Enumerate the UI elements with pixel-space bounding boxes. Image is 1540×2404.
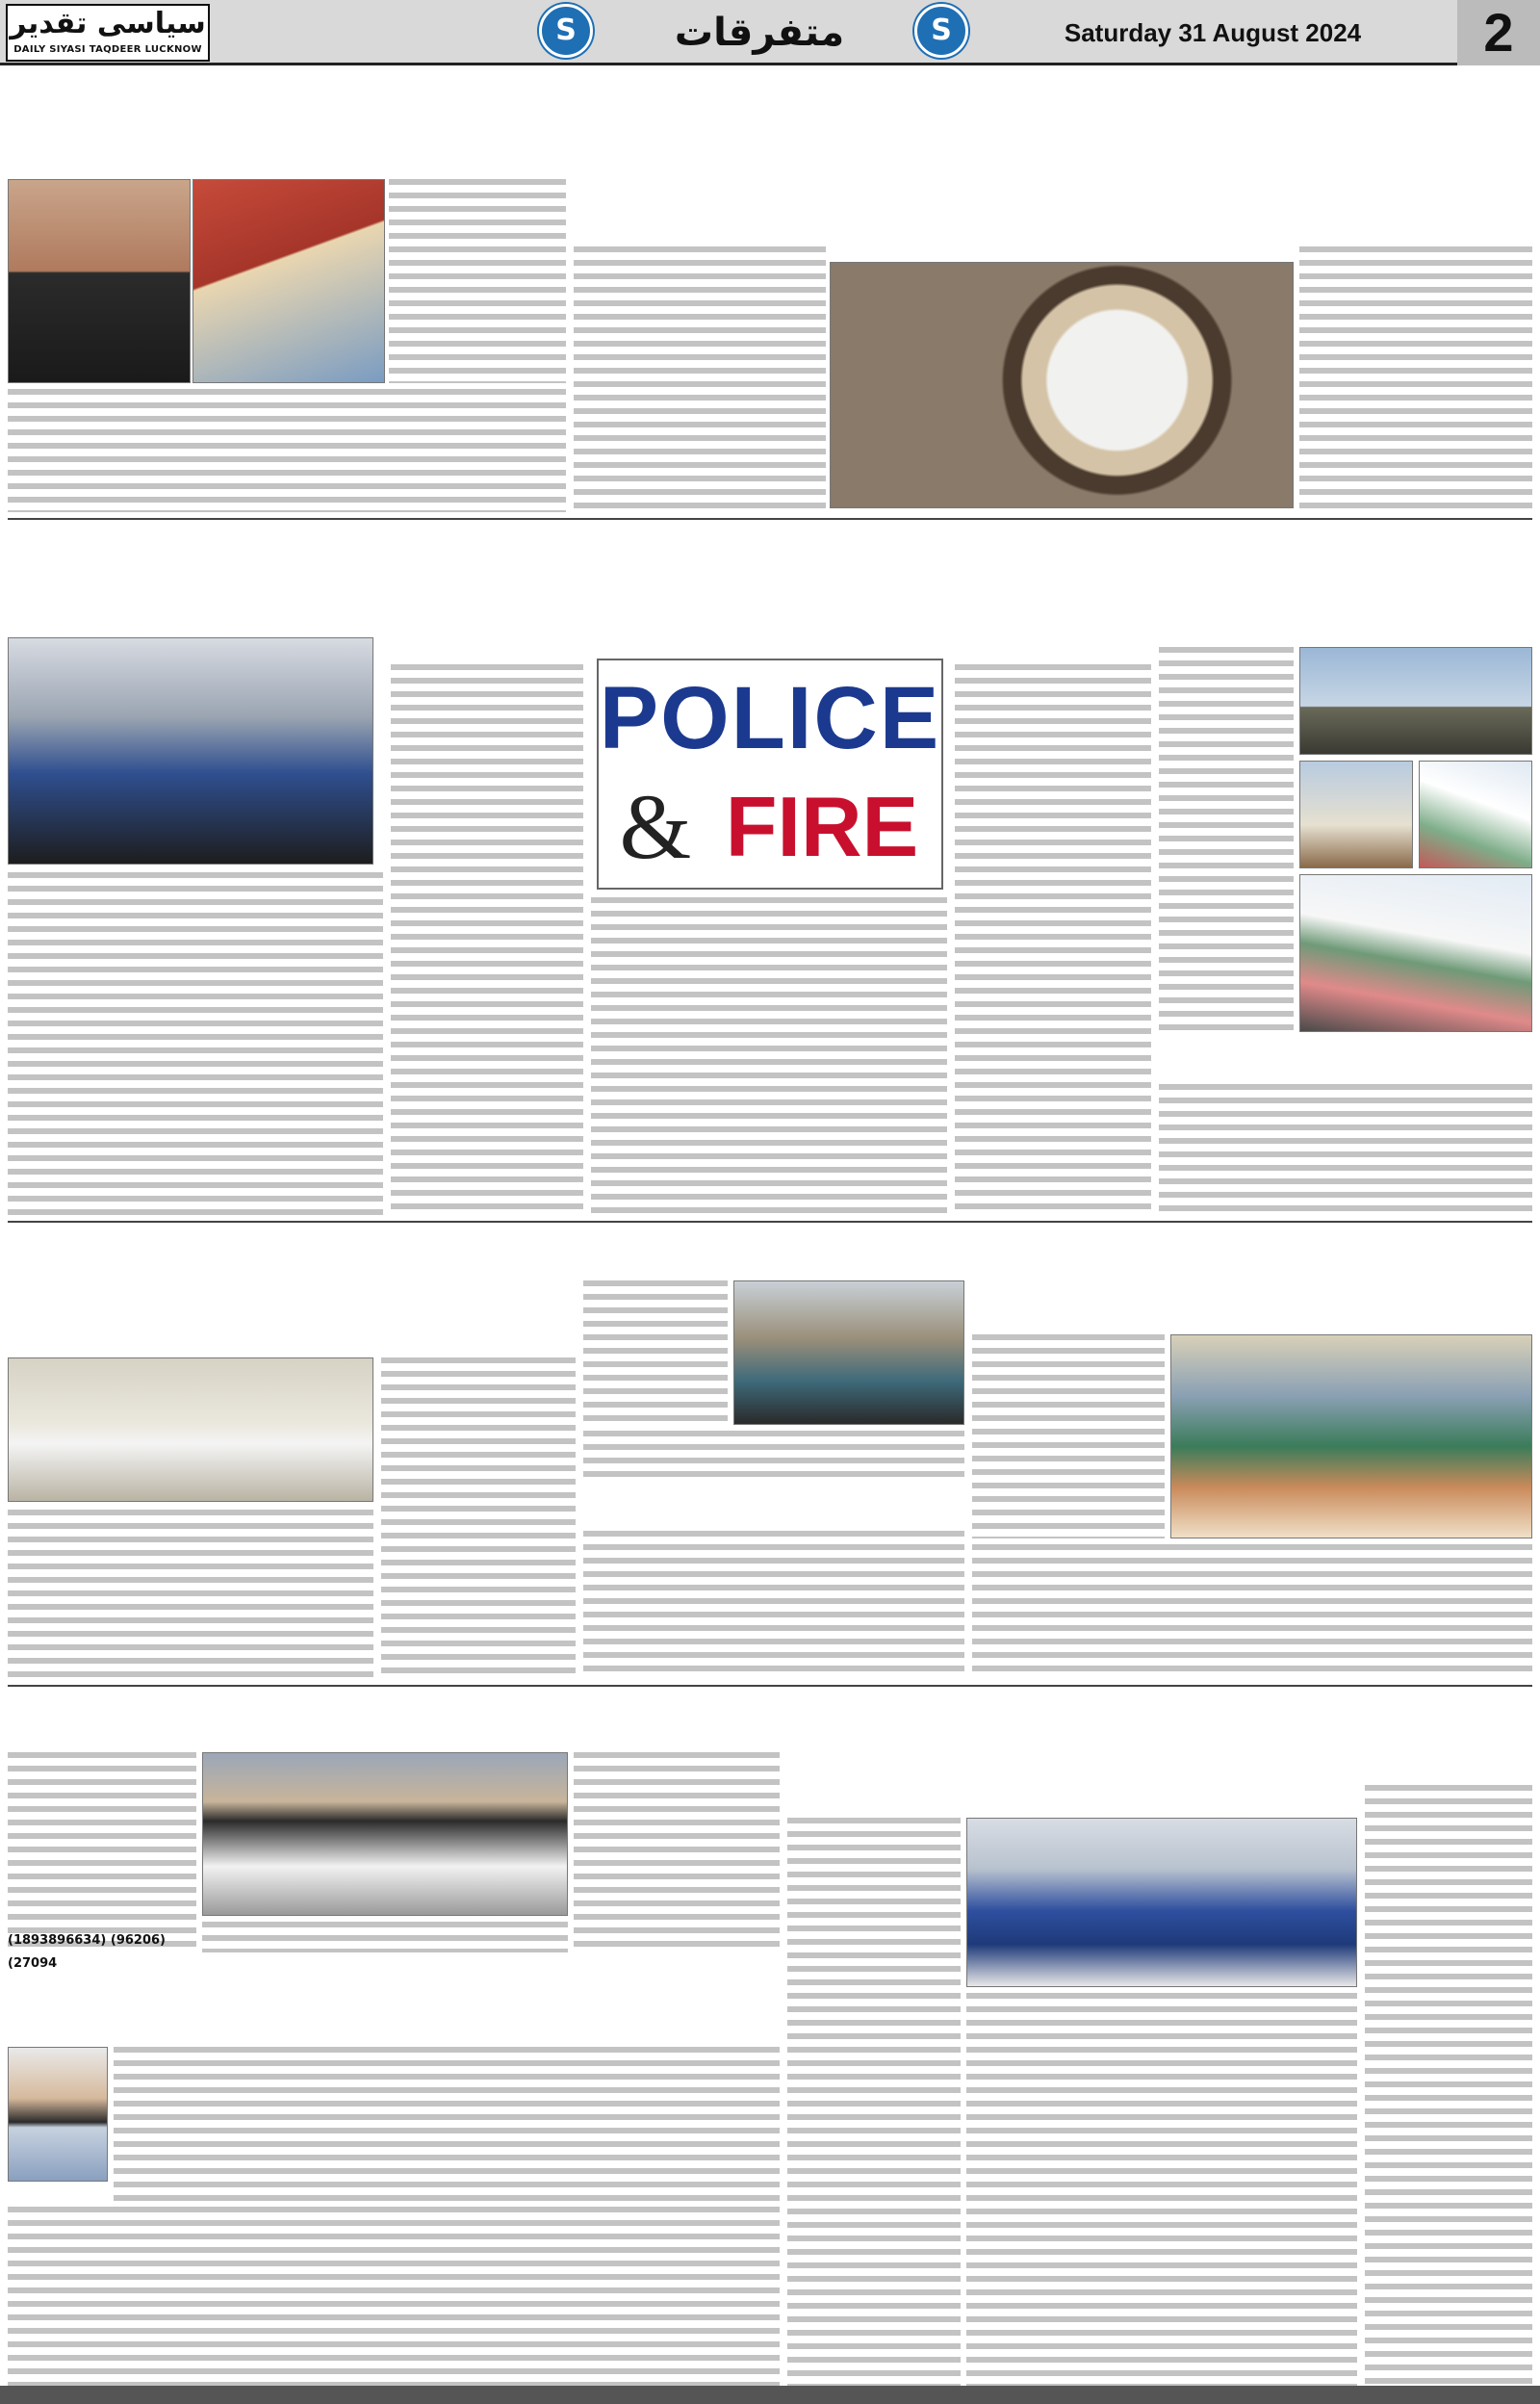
contact-numbers xyxy=(8,1933,191,1954)
body-air-show xyxy=(1159,647,1294,1032)
subheadline-waqf xyxy=(8,1307,576,1350)
logo-title: سیاسی تقدیر xyxy=(10,7,206,40)
body-protest-col2 xyxy=(8,389,566,512)
body-protest-col1 xyxy=(389,179,566,383)
page-number: 2 xyxy=(1457,0,1540,65)
fire-word: FIRE xyxy=(725,779,919,874)
photo-strike-group xyxy=(733,1280,964,1425)
contact-number: (1893896634) xyxy=(8,1933,107,1948)
photo-smoke-trails xyxy=(1419,761,1532,868)
footer-bar xyxy=(0,2386,1540,2404)
headline-workshop xyxy=(1159,1038,1532,1080)
photo-mamata-banerjee xyxy=(830,262,1294,508)
body-police-col1 xyxy=(391,664,583,1215)
photo-waqf-meeting xyxy=(8,1357,373,1502)
photo-formation xyxy=(1299,874,1532,1032)
emblem-icon-right: S xyxy=(914,4,968,58)
body-strike-col2 xyxy=(583,1431,964,1481)
body-police-col2 xyxy=(591,897,947,1215)
logo-subtitle: DAILY SIYASI TAQDEER LUCKNOW xyxy=(13,44,202,55)
headline-waqf xyxy=(8,1228,576,1304)
headline-air-show xyxy=(1159,526,1532,583)
body-teacher-col3 xyxy=(574,1752,780,1952)
body-property-tax-continued xyxy=(8,2207,780,2386)
masthead xyxy=(0,0,1540,65)
issue-date: Saturday 31 August 2024 xyxy=(1064,18,1362,47)
section-title: متفرقات xyxy=(674,11,845,55)
newspaper-logo xyxy=(6,4,210,62)
photo-school-event xyxy=(966,1818,1357,1987)
body-jail-clash xyxy=(583,1531,964,1679)
body-workshop xyxy=(1159,1084,1532,1215)
police-word: POLICE xyxy=(599,669,941,767)
headline-kolkata xyxy=(8,526,383,632)
headline-university xyxy=(1365,1693,1532,1779)
headline-protest xyxy=(8,73,566,169)
police-fire-graphic xyxy=(597,659,943,890)
body-teacher-col2 xyxy=(202,1922,568,1952)
subheadline-police xyxy=(391,624,959,657)
body-waqf-col2 xyxy=(381,1357,576,1679)
emblem-icon-left: S xyxy=(539,4,593,58)
subheadline-air-show xyxy=(1159,589,1532,639)
divider xyxy=(8,1685,1532,1687)
subheadline-honour xyxy=(972,1290,1532,1329)
body-university xyxy=(1365,1785,1532,2386)
photo-delegation xyxy=(8,637,373,865)
headline-police-attack xyxy=(391,526,1151,618)
body-honour-col2 xyxy=(972,1544,1532,1679)
photo-crowd xyxy=(1299,761,1413,868)
contact-code: (27094 xyxy=(8,1956,58,1971)
photo-court xyxy=(192,179,385,383)
photo-award-ceremony xyxy=(1170,1334,1532,1538)
body-urdu-study-col2 xyxy=(966,1993,1357,2386)
divider xyxy=(8,1221,1532,1223)
divider xyxy=(8,518,1532,520)
headline-strike xyxy=(583,1228,964,1275)
body-lead-col1 xyxy=(574,246,826,508)
headline-honour xyxy=(972,1228,1532,1286)
photo-justice xyxy=(8,179,191,383)
ampersand: & xyxy=(619,775,692,878)
headline-property-tax xyxy=(8,1995,780,2041)
body-urdu-study-col1 xyxy=(787,1818,961,2386)
body-teacher-col1 xyxy=(8,1752,196,1952)
subheadline-urdu-study xyxy=(787,1773,1357,1812)
photo-jets xyxy=(1299,647,1532,755)
headline-urdu-study xyxy=(787,1693,1357,1770)
body-property-tax xyxy=(114,2047,780,2201)
headline-jail-clash xyxy=(583,1486,964,1525)
body-honour-col1 xyxy=(972,1334,1165,1538)
photo-official xyxy=(8,2047,108,2182)
headline-teacher-training xyxy=(8,1693,780,1745)
body-kolkata xyxy=(8,872,383,1215)
body-strike-col1 xyxy=(583,1280,728,1425)
contact-number: (96206) xyxy=(110,1933,166,1948)
body-waqf-col1 xyxy=(8,1510,373,1679)
photo-speaker xyxy=(202,1752,568,1916)
body-police-col3 xyxy=(955,664,1151,1215)
body-lead-col2 xyxy=(1299,246,1532,508)
headline-whatsapp-lead xyxy=(574,73,1532,239)
